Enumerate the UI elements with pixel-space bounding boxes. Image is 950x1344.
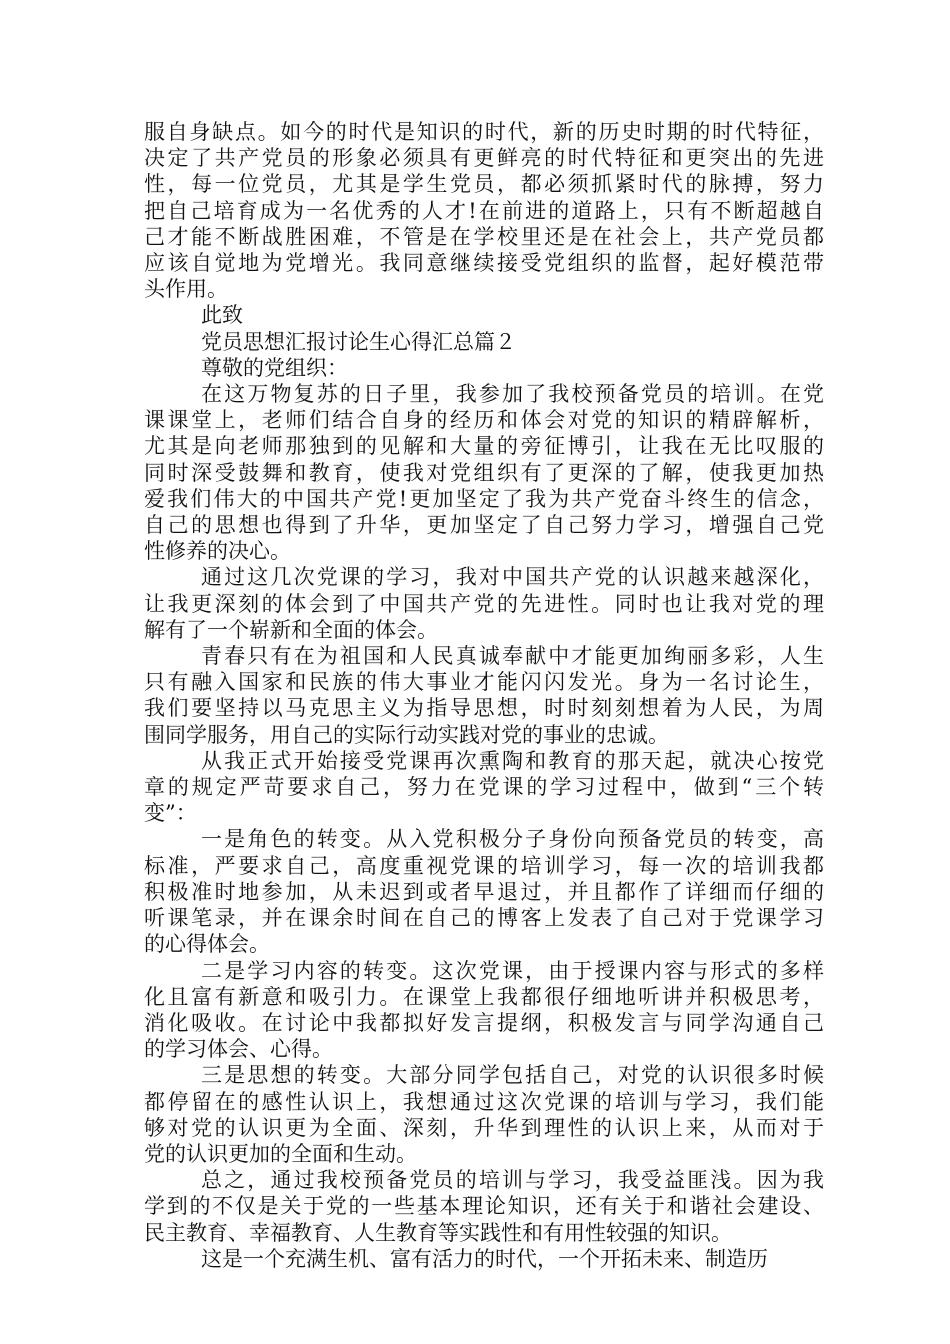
text-line: 解有了一个崭新和全面的体会。	[144, 617, 438, 642]
text-line: 尤其是向老师那独到的见解和大量的旁征博引，让我在无比叹服的	[144, 434, 824, 459]
text-line: 性修养的决心。	[144, 539, 291, 564]
paragraph	[144, 643, 824, 748]
text-line: 应该自觉地为党增光。我同意继续接受党组织的监督，起好模范带	[144, 251, 824, 276]
text-line: 青春只有在为祖国和人民真诚奉献中才能更加绚丽多彩，人生	[201, 644, 824, 669]
text-line: 民主教育、幸福教育、人生教育等实践性和有用性较强的知识。	[144, 1220, 732, 1245]
text-line: 这是一个充满生机、富有活力的时代，一个开拓未来、制造历	[201, 1246, 768, 1271]
text-line: 此致	[201, 303, 243, 328]
text-line: 三是思想的转变。大部分同学包括自己，对党的认识很多时候	[201, 1063, 824, 1088]
text-line: 服自身缺点。如今的时代是知识的时代，新的历史时期的时代特征，	[144, 120, 824, 144]
paragraph	[144, 958, 824, 1063]
text-line: 让我更深刻的体会到了中国共产党的先进性。同时也让我对党的理	[144, 591, 824, 616]
text-line: 化且富有新意和吸引力。在课堂上我都很仔细地听讲并积极思考，	[144, 984, 824, 1009]
greeting	[144, 355, 824, 381]
text-line: 都停留在的感性认识上，我想通过这次党课的培训与学习，我们能	[144, 1089, 824, 1114]
text-line: 标准，严要求自己，高度重视党课的培训学习，每一次的培训我都	[144, 853, 824, 878]
text-line: 把自己培育成为一名优秀的人才!在前进的道路上，只有不断超越自	[144, 198, 824, 223]
text-line: 头作用。	[144, 277, 228, 302]
text-line: 消化吸收。在讨论中我都拟好发言提纲，积极发言与同学沟通自己	[144, 1010, 824, 1035]
closing-salutation	[144, 302, 824, 328]
text-line: 我们要坚持以马克思主义为指导思想，时时刻刻想着为人民，为周	[144, 696, 824, 721]
text-line: 己才能不断战胜困难，不管是在学校里还是在社会上，共产党员都	[144, 224, 824, 249]
text-line: 二是学习内容的转变。这次党课，由于授课内容与形式的多样	[201, 958, 824, 983]
text-line: 尊敬的党组织：	[201, 355, 348, 380]
text-line: 通过这几次党课的学习，我对中国共产党的认识越来越深化，	[201, 565, 824, 590]
section-title	[144, 329, 824, 355]
text-line: 听课笔录，并在课余时间在自己的博客上发表了自己对于党课学习	[144, 906, 824, 931]
text-line: 积极准时地参加，从未迟到或者早退过，并且都作了详细而仔细的	[144, 879, 824, 904]
text-line: 自己的思想也得到了升华，更加坚定了自己努力学习，增强自己党	[144, 513, 824, 538]
text-line: 课课堂上，老师们结合自身的经历和体会对党的知识的精辟解析，	[144, 408, 824, 433]
text-line: 性，每一位党员，尤其是学生党员，都必须抓紧时代的脉搏，努力	[144, 172, 824, 197]
paragraph	[144, 119, 824, 302]
paragraph	[144, 748, 824, 827]
text-line: 够对党的认识更为全面、深刻，升华到理性的认识上来，从而对于	[144, 1115, 824, 1140]
paragraph	[144, 1062, 824, 1167]
text-line: 总之，通过我校预备党员的培训与学习，我受益匪浅。因为我	[201, 1168, 824, 1193]
text-line: 一是角色的转变。从入党积极分子身份向预备党员的转变，高	[201, 827, 824, 852]
text-line: 决定了共产党员的形象必须具有更鲜亮的时代特征和更突出的先进	[144, 146, 824, 171]
document-body	[144, 119, 824, 1272]
text-line: 围同学服务，用自己的实际行动实践对党的事业的忠诚。	[144, 722, 669, 747]
paragraph	[144, 564, 824, 643]
text-line: 爱我们伟大的中国共产党!更加坚定了我为共产党奋斗终生的信念，	[144, 486, 824, 511]
text-line: 变”：	[144, 801, 197, 826]
text-line: 学到的不仅是关于党的一些基本理论知识，还有关于和谐社会建设、	[144, 1194, 824, 1219]
text-line: 同时深受鼓舞和教育，使我对党组织有了更深的了解，使我更加热	[144, 460, 824, 485]
paragraph	[144, 381, 824, 564]
text-line: 的学习体会、心得。	[144, 1037, 333, 1062]
text-line: 的心得体会。	[144, 932, 270, 957]
paragraph	[144, 1167, 824, 1246]
text-line: 党员思想汇报讨论生心得汇总篇２	[201, 329, 516, 354]
text-line: 只有融入国家和民族的伟大事业才能闪闪发光。身为一名讨论生，	[144, 670, 824, 695]
text-line: 章的规定严苛要求自己，努力在党课的学习过程中，做到“三个转	[144, 775, 824, 800]
text-line: 从我正式开始接受党课再次熏陶和教育的那天起，就决心按党	[201, 748, 824, 773]
paragraph	[144, 826, 824, 957]
text-line: 在这万物复苏的日子里，我参加了我校预备党员的培训。在党	[201, 382, 824, 407]
text-line: 党的认识更加的全面和生动。	[144, 1141, 417, 1166]
paragraph	[144, 1246, 824, 1272]
